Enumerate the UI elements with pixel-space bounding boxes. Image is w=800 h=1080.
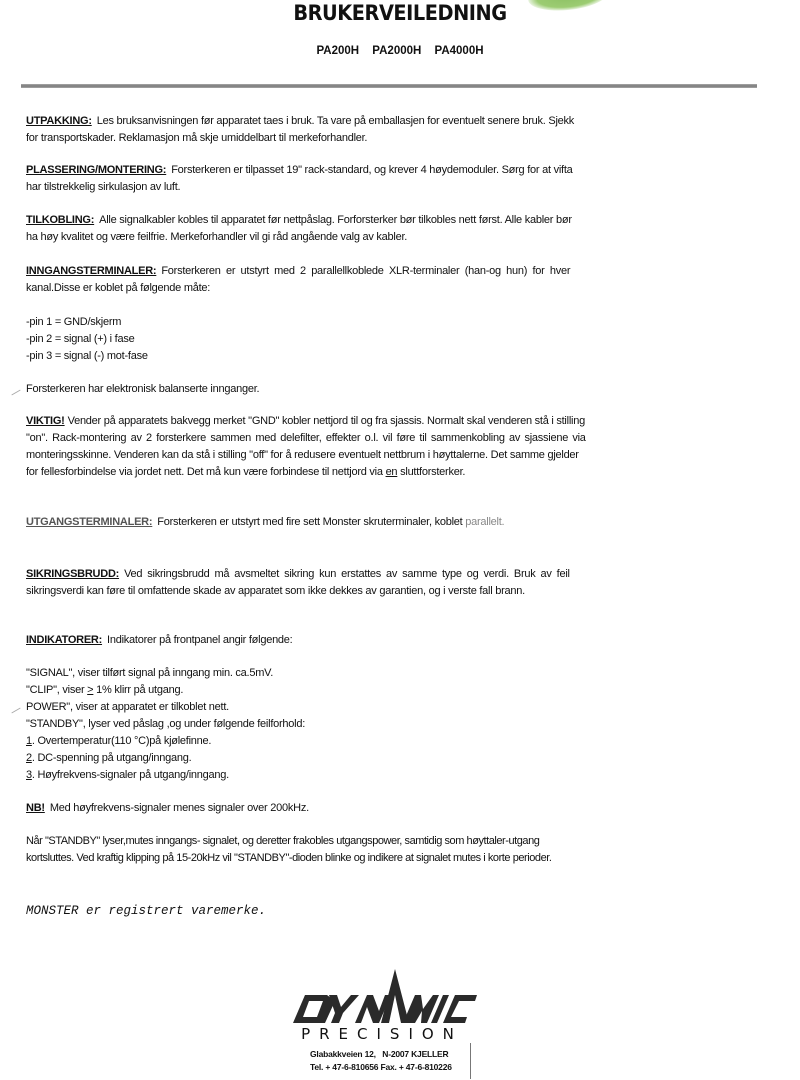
paragraph-line: Ved sikringsbrudd må avsmeltet sikring kun erstattes av samme type og verdi. Bruk av feil	[124, 568, 570, 580]
pin-item: -pin 1 = GND/skjerm	[26, 316, 122, 328]
indicator-clip-text: 1% klirr på utgang.	[93, 684, 184, 696]
company-address: Glabakkveien 12, N-2007 KJELLER	[310, 1049, 449, 1059]
model-list	[0, 45, 800, 57]
indicator-power: POWER", viser at apparatet er tilkoblet nett.	[26, 701, 229, 713]
model-name: PA200H	[316, 45, 360, 57]
faded-text: parallelt.	[465, 516, 505, 528]
fault-text: . Høyfrekvens-signaler på utgang/inngang.	[31, 769, 229, 781]
section-nb	[26, 800, 758, 817]
paragraph-line: "on". Rack-montering av 2 forsterkere sammen med delefilter, effekter o.l. vil føre til sammenkobling av sjassiene via	[26, 432, 586, 444]
greater-equal-symbol: >	[87, 684, 94, 696]
section-heading: NB!	[26, 802, 45, 814]
model-name: PA4000H	[434, 45, 484, 57]
paragraph-line: Forsterkeren er tilpasset 19" rack-standard, og krever 4 høydemoduler. Sørg for at vifta	[171, 164, 573, 176]
paragraph-line: ha høy kvalitet og være feilfrie. Merkeforhandler vil gi råd angående valg av kabler.	[26, 231, 408, 243]
paragraph-line: kanal.Disse er koblet på følgende måte:	[26, 282, 211, 294]
paragraph-line: Les bruksanvisningen før apparatet taes i bruk. Ta vare på emballasjen for eventuelt senere bruk. Sjekk	[96, 115, 575, 127]
fault-text: . DC-spenning på utgang/inngang.	[31, 752, 192, 764]
paragraph-line: sikringsverdi kan føre til omfattende skade av apparatet som ikke dekkes av garantien, og i verste fall brann.	[26, 585, 525, 597]
section-heading: PLASSERING/MONTERING:	[26, 164, 167, 176]
indicator-list	[26, 665, 758, 784]
company-logo	[282, 965, 482, 1077]
header-divider	[21, 84, 757, 88]
section-indikatorer	[26, 632, 758, 649]
emphasis-text: en	[385, 466, 398, 478]
indicator-signal: "SIGNAL", viser tilført signal på inngang min. ca.5mV.	[26, 667, 274, 679]
scan-mark	[11, 390, 20, 396]
document-title: BRUKERVEILEDNING	[293, 1, 507, 25]
scan-mark	[11, 708, 20, 714]
section-heading: UTGANGSTERMINALER:	[26, 516, 153, 528]
section-heading: UTPAKKING:	[26, 115, 92, 127]
pin-item: -pin 2 = signal (+) i fase	[26, 333, 135, 345]
section-viktig	[26, 413, 758, 481]
paragraph-line: Med høyfrekvens-signaler menes signaler over 200kHz.	[49, 802, 309, 814]
section-heading: TILKOBLING:	[26, 214, 95, 226]
paragraph-line: Indikatorer på frontpanel angir følgende:	[107, 634, 293, 646]
section-heading: INNGANGSTERMINALER:	[26, 265, 157, 277]
fault-number: 1	[26, 735, 32, 747]
company-contact: Tel. + 47-6-810656 Fax. + 47-6-810226	[310, 1062, 452, 1072]
paragraph-line: kortsluttes. Ved kraftig klipping på 15-20kHz vil "STANDBY"-dioden blinke og indikere at signalet mutes i korte perioder.	[26, 852, 552, 864]
fault-number: 2	[26, 752, 32, 764]
fault-number: 3	[26, 769, 32, 781]
paragraph-line: for fellesforbindelse via jordet nett. Det må kun være forbindese til nettjord via	[26, 466, 386, 478]
paragraph-line: monteringsskinne. Venderen kan da stå i stilling "off" for å redusere eventuelt nettbrum i høyttalerne. Det samme gjelder	[26, 449, 579, 461]
address-divider	[470, 1043, 471, 1079]
paragraph-line: har tilstrekkelig sirkulasjon av luft.	[26, 181, 181, 193]
inngang-note: Forsterkeren har elektronisk balanserte innganger.	[26, 383, 260, 395]
paragraph-line: Forsterkeren er utstyrt med fire sett Monster skruterminaler, koblet	[157, 516, 466, 528]
company-address-block	[310, 1048, 452, 1074]
section-plassering	[26, 162, 758, 196]
paragraph-line: sluttforsterker.	[397, 466, 466, 478]
section-utpakking	[26, 113, 758, 147]
paragraph-line: Når "STANDBY" lyser,mutes inngangs- signalet, og deretter frakobles utgangspower, samtidig som høyttaler-utgang	[26, 835, 540, 847]
paragraph-line: Forsterkeren er utstyrt med 2 parallellkoblede XLR-terminaler (han-og hun) for hver	[161, 265, 571, 277]
paragraph-line: Alle signalkabler kobles til apparatet før nettpåslag. Forforsterker bør tilkobles nett først. Alle kabler bør	[99, 214, 572, 226]
model-name: PA2000H	[372, 45, 422, 57]
pin-list	[26, 314, 758, 365]
logo-wordmark: PRECISION	[301, 1025, 463, 1043]
fault-item	[26, 767, 758, 784]
section-inngangsterminaler	[26, 263, 758, 297]
section-sikringsbrudd	[26, 566, 758, 600]
indicator-standby: "STANDBY", lyser ved påslag ,og under følgende feilforhold:	[26, 718, 306, 730]
pin-item: -pin 3 = signal (-) mot-fase	[26, 350, 148, 362]
paragraph-line: Vender på apparatets bakvegg merket "GND" kobler nettjord til og fra sjassis. Normalt skal venderen stå i stilling	[67, 415, 585, 427]
paragraph-line: for transportskader. Reklamasjon må skje umiddelbart til merkeforhandler.	[26, 132, 368, 144]
section-utgangsterminaler	[26, 514, 758, 531]
section-tilkobling	[26, 212, 758, 246]
section-standby-note	[26, 833, 758, 867]
section-heading: VIKTIG!	[26, 415, 65, 427]
fault-text: . Overtemperatur(110 °C)på kjølefinne.	[31, 735, 212, 747]
section-heading: INDIKATORER:	[26, 634, 103, 646]
indicator-clip	[26, 682, 758, 699]
fault-item	[26, 750, 758, 767]
dynamic-logo-mark	[285, 965, 479, 1027]
section-heading: SIKRINGSBRUDD:	[26, 568, 120, 580]
indicator-clip-label: "CLIP", viser	[26, 684, 88, 696]
fault-item	[26, 733, 758, 750]
trademark-note: MONSTER er registrert varemerke.	[26, 904, 267, 918]
